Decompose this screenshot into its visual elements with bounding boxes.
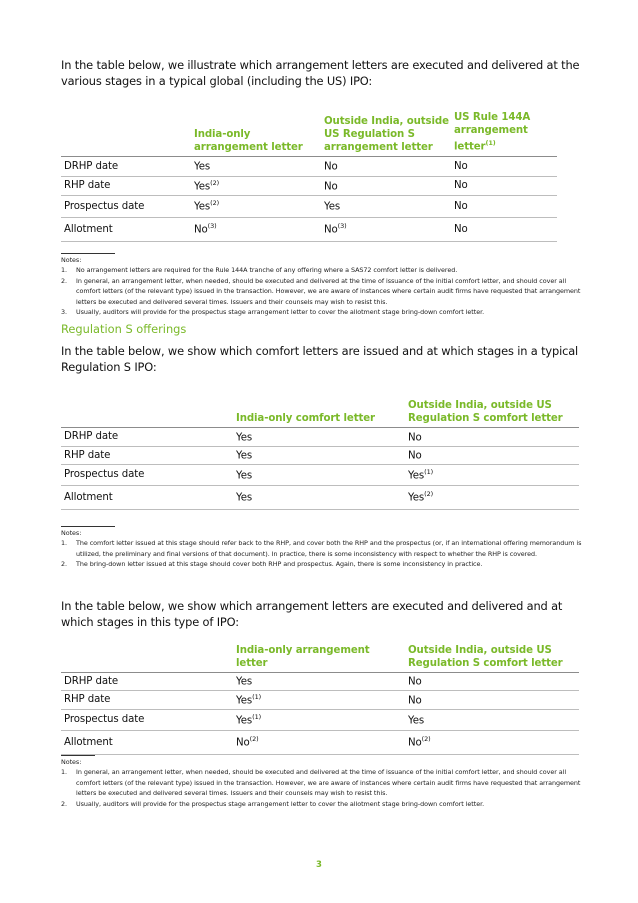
footnote-divider	[61, 755, 95, 756]
notes-label: Notes:	[61, 758, 82, 766]
table-row	[61, 730, 579, 754]
table-cell: No$^{(2)}$	[233, 730, 405, 754]
table-row	[61, 709, 579, 730]
footnote-divider	[61, 253, 115, 254]
row-label: Allotment	[61, 730, 233, 754]
table-cell: No	[451, 156, 557, 176]
table-header-cell: Outside India, outside US Regulation S comfort letter	[405, 640, 579, 672]
row-label: Prospectus date	[61, 709, 233, 730]
table-header-cell: Outside India, outside US Regulation S comfort letter	[405, 385, 579, 427]
table-cell: No	[451, 217, 557, 241]
table-cell: No	[405, 690, 579, 709]
table-cell: No$^{(3)}$	[321, 217, 451, 241]
table-cell: No	[405, 427, 579, 446]
footnote: 2. Usually, auditors will provide for the prospectus stage arrangement letter to cover the allotment stage bring-down comfort letter.	[61, 799, 485, 808]
footnote: 1. No arrangement letters are required for the Rule 144A tranche of any offering where a SAS72 comfort letter is delivered.	[61, 266, 458, 275]
table-cell: No	[451, 195, 557, 217]
table-row	[61, 672, 579, 690]
intro-paragraph-3: In the table below, we show which arrangement letters are executed and delivered and at which stages in this type of IPO:	[61, 599, 563, 629]
row-label: Prospectus date	[61, 195, 191, 217]
footnote: 3. Usually, auditors will provide for the prospectus stage arrangement letter to cover the allotment stage bring-down comfort letter.	[61, 308, 485, 317]
table-cell: Yes	[233, 427, 405, 446]
intro-paragraph-2: In the table below, we show which comfort letters are issued and at which stages in a typical Regulation S IPO:	[61, 344, 579, 374]
row-label: DRHP date	[61, 427, 233, 446]
row-label: DRHP date	[61, 156, 191, 176]
notes-3	[61, 757, 583, 809]
table-row	[61, 690, 579, 709]
notes-label: Notes:	[61, 529, 82, 537]
table-row	[61, 446, 579, 464]
table-cell: No	[405, 446, 579, 464]
table-header-row	[61, 101, 557, 156]
table-cell: Yes$^{(2)}$	[405, 485, 579, 509]
footnote-ref: (1)	[485, 139, 496, 148]
table-row	[61, 176, 557, 195]
notes-1	[61, 255, 583, 317]
table-cell: Yes	[233, 485, 405, 509]
footnote: 1. In general, an arrangement letter, when needed, should be executed and delivered at the time of issuance of the initial comfort letter, and should cover all comfort letters (of the relevant type) issued in the transaction. However, we are aware of instances where certain audit firms have requested that arrangement letters be executed and delivered several times. Issuers and their counsels may wish to resist this.	[61, 768, 581, 798]
arrangement-letters-global-ipo-table	[61, 101, 557, 242]
table-cell: Yes	[321, 195, 451, 217]
table-header-cell: India-only comfort letter	[233, 385, 405, 427]
row-label: Allotment	[61, 485, 233, 509]
table-cell: Yes	[233, 672, 405, 690]
page-number: 3	[316, 860, 322, 870]
row-label: RHP date	[61, 446, 233, 464]
table-cell: No$^{(2)}$	[405, 730, 579, 754]
table-row	[61, 464, 579, 485]
footnote: 2. In general, an arrangement letter, when needed, should be executed and delivered at the time of issuance of the initial comfort letter, and should cover all comfort letters (of the relevant type) issued in the transaction. However, we are aware of instances where certain audit firms have requested that arrangement letters be executed and delivered several times. Issuers and their counsels may wish to resist this.	[61, 276, 581, 306]
table-cell: Yes$^{(1)}$	[233, 690, 405, 709]
section-heading: Regulation S offerings	[61, 322, 187, 336]
table-cell: Yes$^{(1)}$	[233, 709, 405, 730]
table-row	[61, 156, 557, 176]
table-row	[61, 217, 557, 241]
regulation-s-arrangement-letters-table	[61, 640, 579, 755]
table-cell: No	[405, 672, 579, 690]
row-label: Allotment	[61, 217, 191, 241]
table-header-cell: Outside India, outside US Regulation S arrangement letter	[321, 101, 451, 156]
table-cell: Yes$^{(2)}$	[191, 176, 321, 195]
intro-paragraph-1: In the table below, we illustrate which arrangement letters are executed and delivered at the various stages in a typical global (including the US) IPO:	[61, 58, 580, 88]
footnote: 2. The bring-down letter issued at this stage should cover both RHP and prospectus. Again, there is some inconsistency in practice.	[61, 560, 483, 569]
footnote: 1. The comfort letter issued at this stage should refer back to the RHP, and cover both the RHP and the prospectus (or, if an international offering memorandum is utilized, the preliminary and final versions of that document). In practice, there is some inconsistency with respect to whether the RHP is covered.	[61, 539, 582, 558]
table-header-cell	[61, 385, 233, 427]
table-header-row	[61, 385, 579, 427]
table-cell: No	[451, 176, 557, 195]
table-cell: No	[321, 156, 451, 176]
table-cell: No$^{(3)}$	[191, 217, 321, 241]
table-header-cell: India-only arrangement letter	[191, 101, 321, 156]
table-row	[61, 427, 579, 446]
table-cell: Yes$^{(2)}$	[191, 195, 321, 217]
table-header-cell	[61, 640, 233, 672]
row-label: RHP date	[61, 690, 233, 709]
table-header-cell: India-only arrangement letter	[233, 640, 405, 672]
table-header-row	[61, 640, 579, 672]
row-label: DRHP date	[61, 672, 233, 690]
table-header-cell: US Rule 144A arrangement letter$^{(1)}$	[451, 101, 557, 156]
table-cell: Yes$^{(1)}$	[405, 464, 579, 485]
table-cell: Yes	[233, 446, 405, 464]
table-cell: Yes	[191, 156, 321, 176]
table-header-cell	[61, 101, 191, 156]
footnote-divider	[61, 526, 115, 527]
notes-label: Notes:	[61, 256, 82, 264]
row-label: RHP date	[61, 176, 191, 195]
row-label: Prospectus date	[61, 464, 233, 485]
table-cell: Yes	[405, 709, 579, 730]
table-cell: Yes	[233, 464, 405, 485]
table-row	[61, 485, 579, 509]
regulation-s-comfort-letters-table	[61, 385, 579, 510]
table-cell: No	[321, 176, 451, 195]
notes-2	[61, 528, 583, 570]
table-row	[61, 195, 557, 217]
